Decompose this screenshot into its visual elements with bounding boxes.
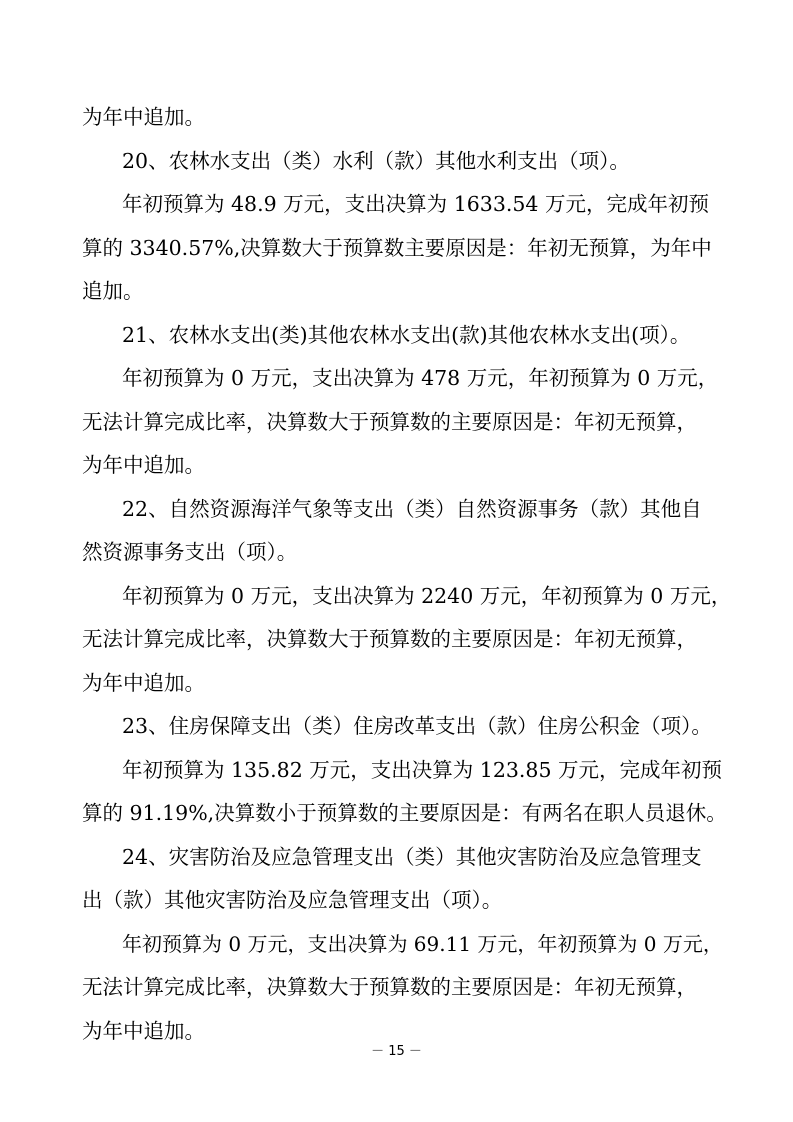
text-line: 年初预算为 0 万元，支出决算为 2240 万元，年初预算为 0 万元， bbox=[122, 584, 732, 608]
section-heading-24: 24、灾害防治及应急管理支出（类）其他灾害防治及应急管理支 bbox=[122, 845, 702, 869]
text-line: 然资源事务支出（项）。 bbox=[82, 540, 298, 564]
text-line: 无法计算完成比率，决算数大于预算数的主要原因是：年初无预算， bbox=[82, 410, 697, 434]
text-line: 年初预算为 48.9 万元，支出决算为 1633.54 万元，完成年初预 bbox=[122, 192, 709, 216]
text-line: 年初预算为 0 万元，支出决算为 478 万元，年初预算为 0 万元， bbox=[122, 366, 719, 390]
text-line: 出（款）其他灾害防治及应急管理支出（项）。 bbox=[82, 888, 503, 912]
text-line: 无法计算完成比率，决算数大于预算数的主要原因是：年初无预算， bbox=[82, 975, 697, 999]
text-line: 无法计算完成比率，决算数大于预算数的主要原因是：年初无预算， bbox=[82, 627, 697, 651]
text-line: 年初预算为 0 万元，支出决算为 69.11 万元，年初预算为 0 万元， bbox=[122, 932, 723, 956]
section-heading-22: 22、自然资源海洋气象等支出（类）自然资源事务（款）其他自 bbox=[122, 497, 702, 521]
text-line: 追加。 bbox=[82, 279, 144, 303]
text-line: 算的 91.19%,决算数小于预算数的主要原因是：有两名在职人员退休。 bbox=[82, 801, 727, 825]
section-heading-21: 21、农林水支出(类)其他农林水支出(款)其他农林水支出(项）。 bbox=[122, 323, 691, 347]
section-heading-20: 20、农林水支出（类）水利（款）其他水利支出（项）。 bbox=[122, 149, 630, 173]
text-line: 为年中追加。 bbox=[82, 1019, 205, 1043]
text-line: 为年中追加。 bbox=[82, 671, 205, 695]
text-line: 年初预算为 135.82 万元，支出决算为 123.85 万元，完成年初预 bbox=[122, 758, 723, 782]
text-line: 算的 3340.57%,决算数大于预算数主要原因是：年初无预算，为年中 bbox=[82, 236, 712, 260]
text-line: 为年中追加。 bbox=[82, 105, 205, 129]
page-number: － 15 － bbox=[371, 1044, 422, 1059]
text-line: 为年中追加。 bbox=[82, 453, 205, 477]
section-heading-23: 23、住房保障支出（类）住房改革支出（款）住房公积金（项）。 bbox=[122, 714, 712, 738]
